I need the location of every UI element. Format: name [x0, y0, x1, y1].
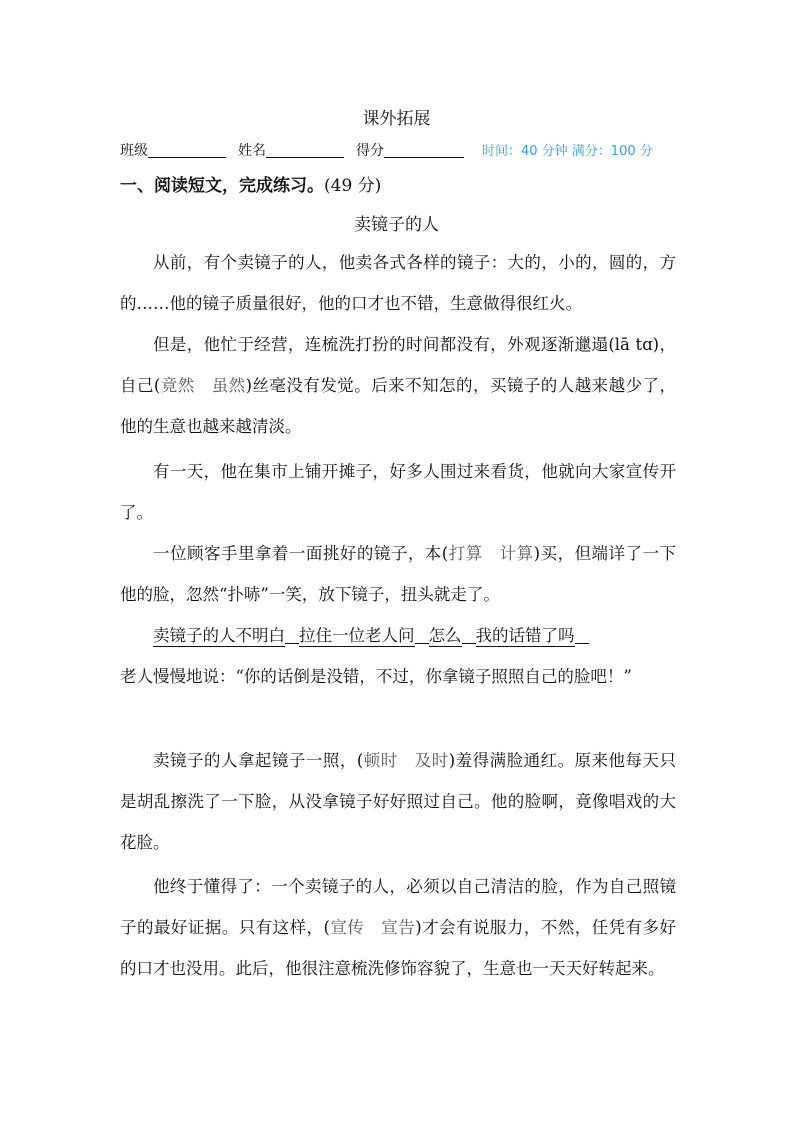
student-info-row [120, 140, 653, 160]
paragraph-6-text-a: 卖镜子的人拿起镜子一照，( [153, 751, 364, 770]
paragraph-2-text-b: )丝毫没有发觉。后来不知怎的，买镜子的人越来越少了，他的生意也越来越清淡。 [120, 376, 677, 436]
paragraph-7 [120, 866, 676, 989]
punctuation-sentence-part-2: 拉住一位老人问 [299, 626, 415, 645]
section-heading [120, 171, 381, 196]
paragraph-2-text-a: 但是，他忙于经营，连梳洗打扮的时间都没有，外观逐渐邋遢(lā tɑ)，自己( [120, 335, 676, 395]
choice-option-2[interactable]: 打算 计算 [448, 544, 534, 563]
punctuation-sentence-part-1: 卖镜子的人不明白 [153, 626, 285, 645]
name-label: 姓名 [238, 143, 266, 159]
class-label: 班级 [120, 143, 148, 159]
section-points: (49 分) [324, 176, 382, 196]
paragraph-3: 有一天，他在集市上铺开摊子，好多人围过来看货，他就向大家宣传开了。 [120, 462, 676, 522]
paragraph-6-text-b: )羞得满脸通红。原来他每天只是胡乱擦洗了一下脸，从没拿镜子好好照过自己。他的脸啊，竟像唱戏的大花脸。 [120, 751, 677, 852]
score-blank[interactable] [384, 141, 464, 158]
page-title: 课外拓展 [362, 109, 431, 129]
story-title: 卖镜子的人 [354, 215, 439, 235]
paragraph-7-text-b: )才会有说服力，不然，任凭有多好的口才也没用。此后，他很注意梳洗修饰容貌了，生意也一天天好转起来。 [120, 918, 676, 978]
punctuation-sentence-part-4: 我的话错了吗 [475, 626, 575, 645]
paragraph-4 [120, 533, 676, 615]
punctuation-blank-3[interactable] [462, 626, 476, 644]
punctuation-sentence-part-3: 怎么 [428, 626, 462, 645]
paragraph-1: 从前，有个卖镜子的人，他卖各式各样的镜子：大的，小的，圆的，方的……他的镜子质量很好，他的口才也不错，生意做得很红火。 [120, 253, 676, 313]
name-blank[interactable] [266, 141, 344, 158]
time-info: 时间：40 分钟 满分：100 分 [482, 144, 653, 159]
punctuation-blank-2[interactable] [415, 626, 429, 644]
punctuation-blank-1[interactable] [285, 626, 299, 644]
paragraph-7-text-a: 他终于懂得了：一个卖镜子的人，必须以自己清洁的脸，作为自己照镜子的最好证据。只有这样，( [120, 877, 676, 937]
choice-option-1[interactable]: 竟然 虽然 [160, 376, 246, 395]
section-heading-text: 一、阅读短文，完成练习。 [120, 176, 324, 196]
class-blank[interactable] [148, 141, 226, 158]
choice-option-3[interactable]: 顿时 及时 [363, 751, 449, 770]
punctuation-blank-4[interactable] [575, 626, 589, 644]
paragraph-5 [120, 615, 676, 656]
paragraph-6 [120, 740, 676, 863]
paragraph-2 [120, 324, 676, 447]
paragraph-5-continued: 老人慢慢地说：“你的话倒是没错，不过，你拿镜子照照自己的脸吧！” [120, 667, 632, 686]
choice-option-4[interactable]: 宣传 宣告 [329, 918, 416, 937]
score-label: 得分 [356, 143, 384, 159]
paragraph-4-text-a: 一位顾客手里拿着一面挑好的镜子，本( [153, 544, 449, 563]
paragraph-4-text-b: )买，但端详了一下他的脸，忽然“扑哧”一笑，放下镜子，扭头就走了。 [120, 544, 677, 604]
